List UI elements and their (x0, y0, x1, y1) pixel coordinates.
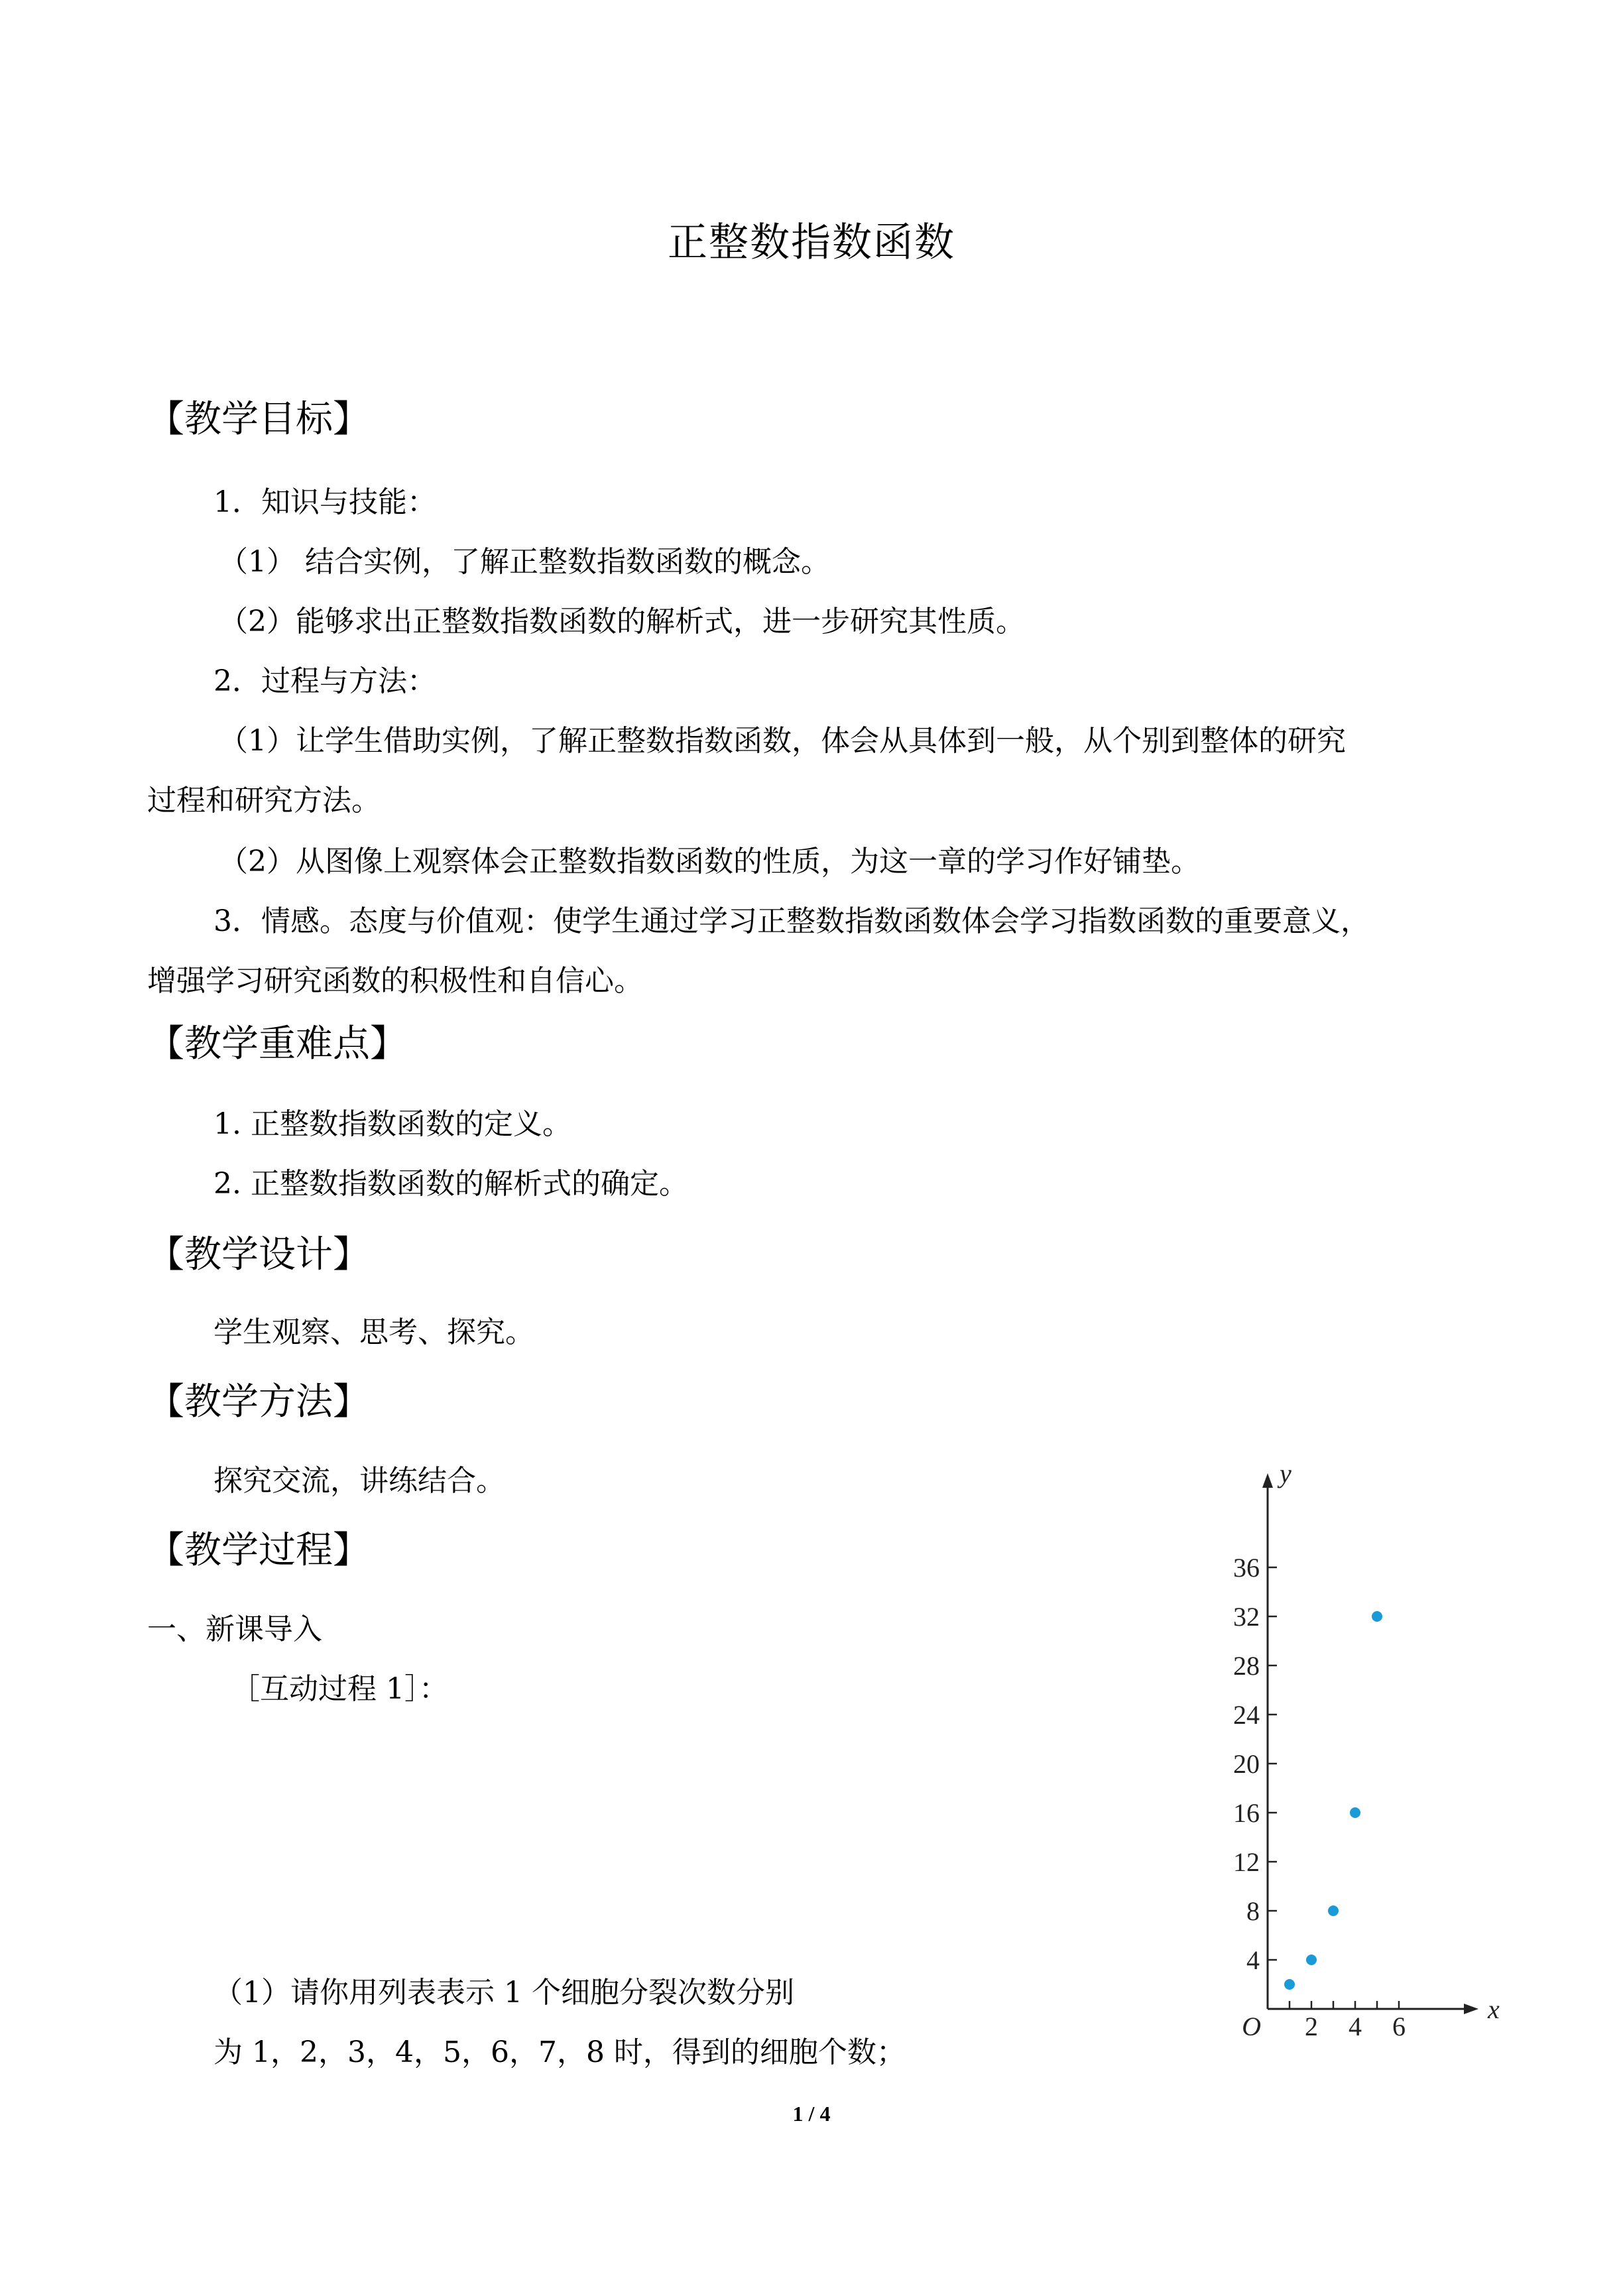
y-axis-label: y (1280, 1459, 1292, 1488)
key-point-item: 2. 正整数指数函数的解析式的确定。 (213, 1167, 688, 1201)
objective-item: （1） 结合实例，了解正整数指数函数的概念。 (219, 545, 830, 579)
document-title: 正整数指数函数 (668, 219, 955, 266)
y-tick-label: 28 (1233, 1651, 1260, 1681)
x-tick-label: 2 (1305, 2012, 1318, 2041)
x-tick-label: 6 (1392, 2012, 1406, 2041)
y-tick-label: 4 (1246, 1945, 1260, 1975)
method-item: 探究交流，讲练结合。 (213, 1464, 505, 1498)
objective-item: （2）从图像上观察体会正整数指数函数的性质，为这一章的学习作好铺垫。 (219, 845, 1200, 878)
origin-label: O (1242, 2012, 1261, 2041)
objective-item: 过程和研究方法。 (147, 784, 381, 817)
x-axis-arrow (1464, 2004, 1478, 2014)
key-point-item: 1. 正整数指数函数的定义。 (213, 1107, 571, 1141)
y-tick-label: 20 (1233, 1749, 1260, 1779)
y-axis-arrow (1262, 1473, 1273, 1488)
process-item: ［互动过程 1］： (231, 1672, 448, 1706)
y-tick-label: 16 (1233, 1798, 1260, 1828)
data-point (1372, 1611, 1382, 1622)
heading-key-points: 【教学重难点】 (147, 1022, 407, 1065)
y-tick-label: 32 (1233, 1602, 1260, 1632)
process-item: 一、新课导入 (147, 1612, 322, 1646)
objective-item: 2．过程与方法： (213, 664, 436, 698)
data-point (1350, 1807, 1360, 1818)
objective-item: （1）让学生借助实例，了解正整数指数函数，体会从具体到一般，从个别到整体的研究 (219, 724, 1346, 758)
process-item: 为 1，2，3，4，5，6，7，8 时，得到的细胞个数； (213, 2035, 906, 2069)
page-number: 1 / 4 (792, 2102, 831, 2126)
y-tick-label: 8 (1246, 1896, 1260, 1926)
objective-item: （2）能够求出正整数指数函数的解析式，进一步研究其性质。 (219, 605, 1025, 638)
y-tick-label: 36 (1233, 1553, 1260, 1583)
y-tick-label: 12 (1233, 1847, 1260, 1877)
heading-process: 【教学过程】 (147, 1529, 370, 1572)
x-tick-label: 4 (1349, 2012, 1362, 2041)
objective-item: 1．知识与技能： (213, 485, 436, 519)
scatter-chart (1207, 1459, 1500, 2042)
design-item: 学生观察、思考、探究。 (213, 1315, 534, 1349)
process-item: （1）请你用列表表示 1 个细胞分裂次数分别 (213, 1976, 794, 2010)
heading-method: 【教学方法】 (147, 1380, 370, 1423)
data-point (1284, 1979, 1295, 1990)
heading-objectives: 【教学目标】 (147, 398, 370, 441)
data-point (1328, 1905, 1339, 1916)
x-axis-label: x (1488, 1994, 1500, 2024)
heading-design: 【教学设计】 (147, 1233, 370, 1276)
objective-item: 增强学习研究函数的积极性和自信心。 (147, 964, 643, 998)
objective-item: 3．情感。态度与价值观：使学生通过学习正整数指数函数体会学习指数函数的重要意义， (213, 904, 1370, 938)
y-tick-label: 24 (1233, 1700, 1260, 1730)
data-point (1306, 1955, 1317, 1965)
